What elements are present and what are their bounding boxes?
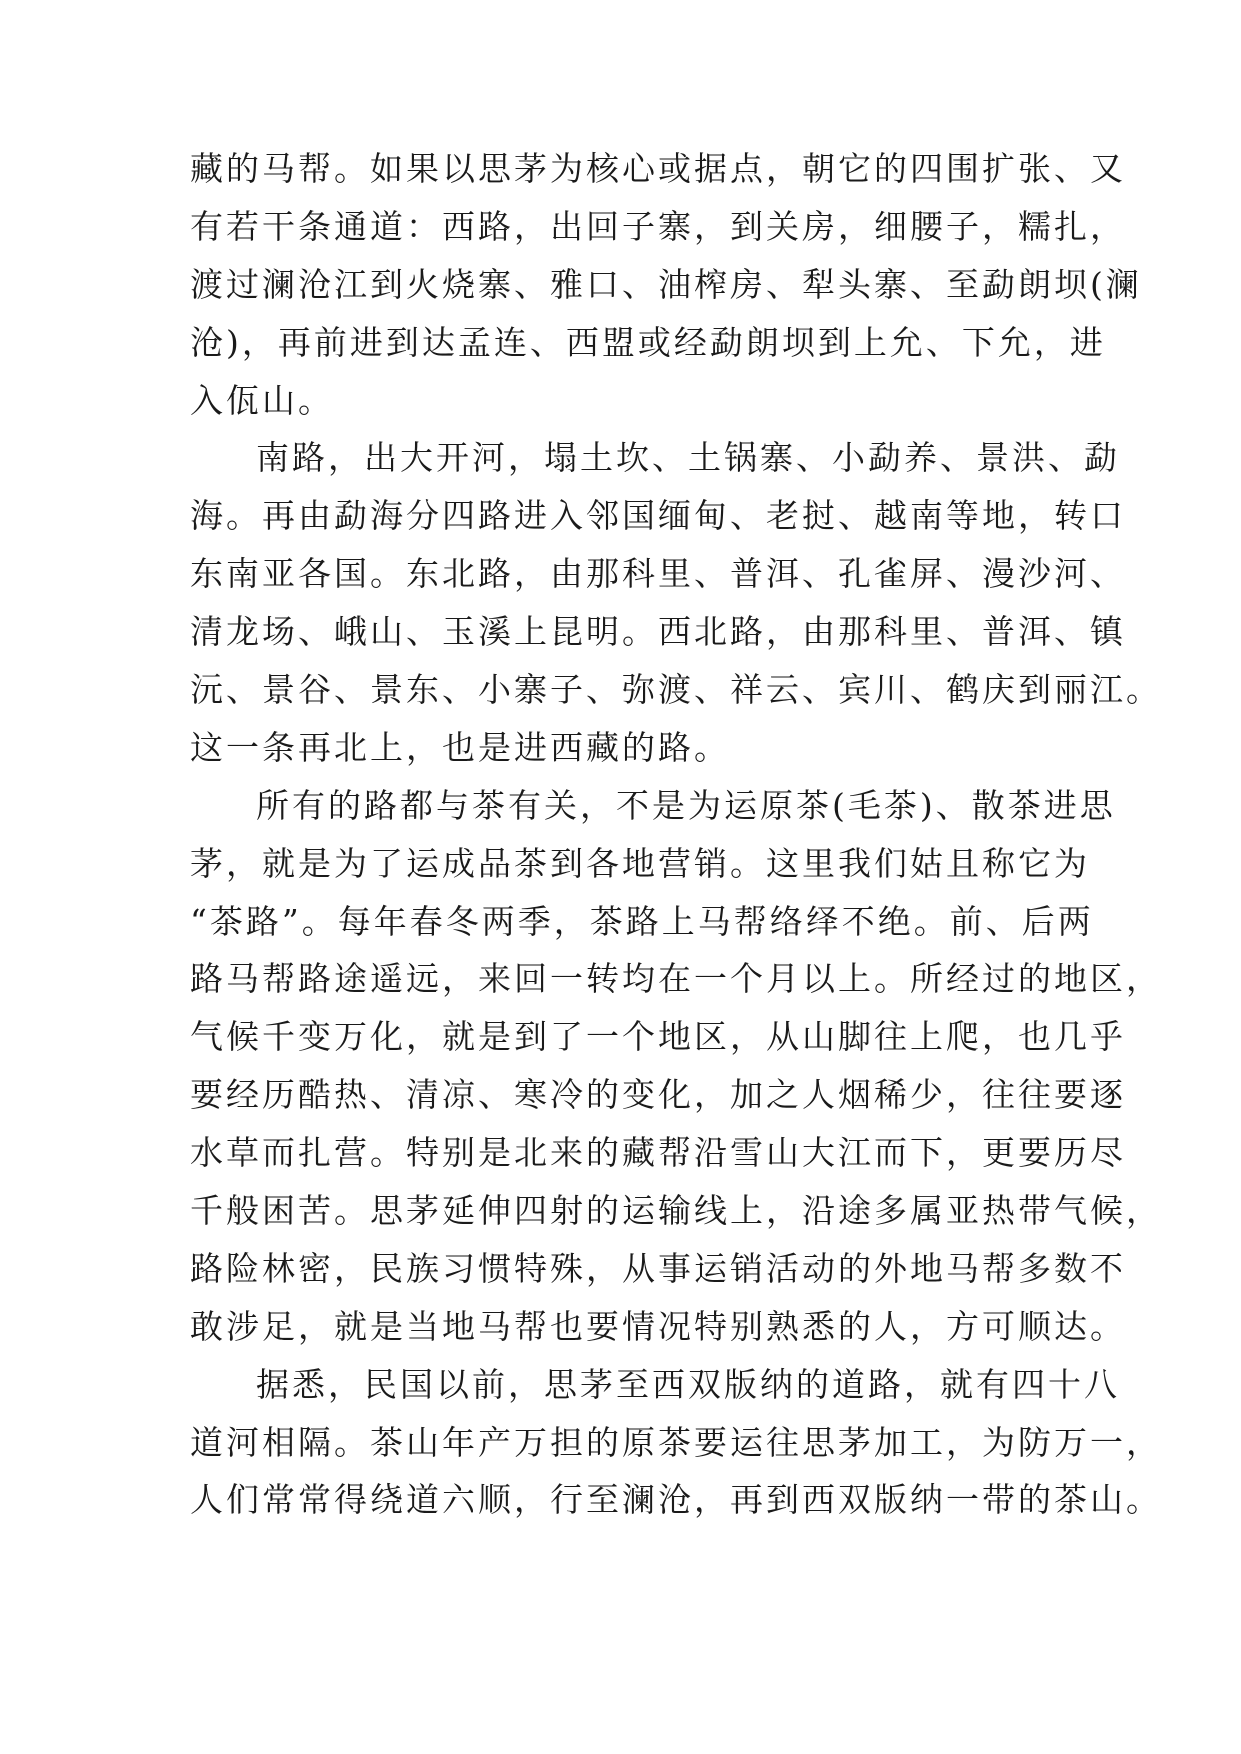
text-line: 清龙场、峨山、玉溪上昆明。西北路，由那科里、普洱、镇 xyxy=(190,612,1126,652)
text-line: 千般困苦。思茅延伸四射的运输线上，沿途多属亚热带气候， xyxy=(190,1191,1162,1231)
text-line: 要经历酷热、清凉、寒冷的变化，加之人烟稀少，往往要逐 xyxy=(190,1075,1126,1115)
text-line: 道河相隔。茶山年产万担的原茶要运往思茅加工，为防万一， xyxy=(190,1422,1162,1462)
text-line: 气候千变万化，就是到了一个地区，从山脚往上爬，也几乎 xyxy=(190,1017,1126,1057)
text-line: 人们常常得绕道六顺，行至澜沧，再到西双版纳一带的茶山。 xyxy=(190,1480,1162,1520)
text-line: 入佤山。 xyxy=(190,380,334,420)
paragraph-4 xyxy=(190,1356,1162,1530)
text-line: 水草而扎营。特别是北来的藏帮沿雪山大江而下，更要历尽 xyxy=(190,1133,1126,1173)
text-line: 路险林密，民族习惯特殊，从事运销活动的外地马帮多数不 xyxy=(190,1248,1126,1288)
paragraph-3 xyxy=(190,777,1162,1356)
text-line: 茅，就是为了运成品茶到各地营销。这里我们姑且称它为 xyxy=(190,843,1090,883)
text-line: 海。再由勐海分四路进入邻国缅甸、老挝、越南等地，转口 xyxy=(190,496,1126,536)
text-line: 这一条再北上，也是进西藏的路。 xyxy=(190,727,730,767)
document-page xyxy=(190,140,1162,1529)
text-line: “茶路”。每年春冬两季，茶路上马帮络绎不绝。前、后两 xyxy=(190,901,1094,941)
text-line: 据悉，民国以前，思茅至西双版纳的道路，就有四十八 xyxy=(256,1364,1120,1404)
text-line: 路马帮路途遥远，来回一转均在一个月以上。所经过的地区， xyxy=(190,959,1162,999)
text-line: 东南亚各国。东北路，由那科里、普洱、孔雀屏、漫沙河、 xyxy=(190,554,1126,594)
text-line: 渡过澜沧江到火烧寨、雅口、油榨房、犁头寨、至勐朗坝(澜 xyxy=(190,264,1142,304)
text-line: 南路，出大开河，塌土坎、土锅寨、小勐养、景洪、勐 xyxy=(256,438,1120,478)
text-line: 沅、景谷、景东、小寨子、弥渡、祥云、宾川、鹤庆到丽江。 xyxy=(190,670,1162,710)
paragraph-2 xyxy=(190,429,1162,776)
text-line: 敢涉足，就是当地马帮也要情况特别熟悉的人，方可顺达。 xyxy=(190,1306,1126,1346)
text-line: 藏的马帮。如果以思茅为核心或据点，朝它的四围扩张、又 xyxy=(190,149,1126,188)
text-line: 沧)，再前进到达孟连、西盟或经勐朗坝到上允、下允，进 xyxy=(190,322,1106,362)
text-line: 有若干条通道：西路，出回子寨，到关房，细腰子，糯扎， xyxy=(190,206,1126,246)
paragraph-1 xyxy=(190,140,1142,429)
text-line: 所有的路都与茶有关，不是为运原茶(毛茶)、散茶进思 xyxy=(256,785,1116,825)
